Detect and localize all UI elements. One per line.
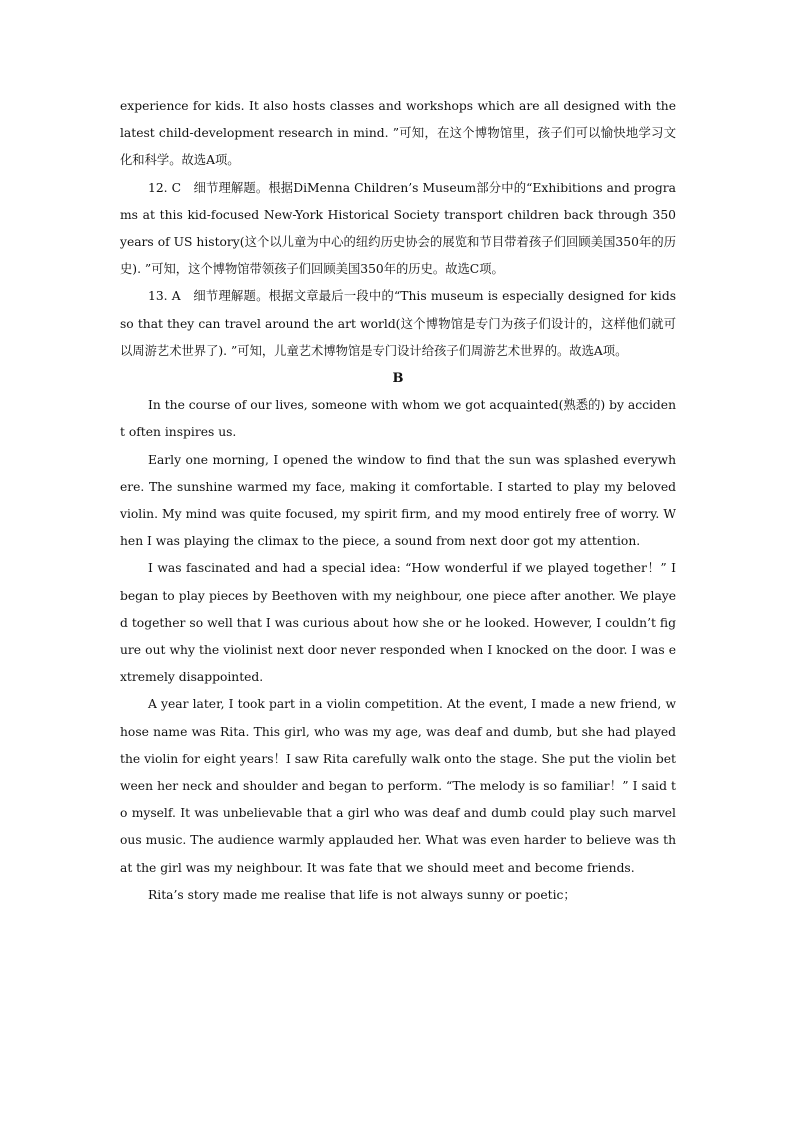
passage-paragraph-1: In the course of our lives, someone with whom we got acquainted(熟悉的) by accident often inspires us. bbox=[120, 398, 676, 440]
document-page bbox=[120, 93, 676, 909]
passage-paragraph-4: A year later, I took part in a violin competition. At the event, I made a new friend, whose name was Rita. This girl, who was my age, was deaf and dumb, but she had played the violin for eight years！I saw Rita carefully walk onto the stage. She put the violin between her neck and shoulder and began to perform. “The melody is so familiar！” I said to myself. It was unbelievable that a girl who was deaf and dumb could play such marvelous music. The audience warmly applauded her. What was even harder to believe was that the girl was my neighbour. It was fate that we should meet and become friends. bbox=[120, 697, 676, 875]
answer-12: 12. C 细节理解题。根据DiMenna Children’s Museum部分中的“Exhibitions and programs at this kid-focused New-York Historical Society transport children back through 350 years of US history(这个以儿童为中心的纽约历史协会的展览和节目带着孩子们回顾美国350年的历史). ”可知，这个博物馆带领孩子们回顾美国350年的历史。故选C项。 bbox=[120, 180, 676, 277]
answer-13: 13. A 细节理解题。根据文章最后一段中的“This museum is especially designed for kids so that they can travel around the art world(这个博物馆是专门为孩子们设计的，这样他们就可以周游艺术世界了). ”可知，儿童艺术博物馆是专门设计给孩子们周游艺术世界的。故选A项。 bbox=[120, 289, 676, 358]
passage-paragraph-2: Early one morning, I opened the window to find that the sun was splashed everywhere. The sunshine warmed my face, making it comfortable. I started to play my beloved violin. My mind was quite focused, my spirit firm, and my mood entirely free of worry. When I was playing the climax to the piece, a sound from next door got my attention. bbox=[120, 452, 676, 549]
section-heading-b: B bbox=[392, 371, 404, 387]
passage-paragraph-3: I was fascinated and had a special idea: “How wonderful if we played together！” I began to play pieces by Beethoven with my neighbour, one piece after another. We played together so well that I was curious about how she or he looked. However, I couldn’t figure out why the violinist next door never responded when I knocked on the door. I was extremely disappointed. bbox=[120, 561, 676, 685]
passage-paragraph-5: Rita’s story made me realise that life is not always sunny or poetic； bbox=[148, 887, 576, 902]
answer-11-continued: experience for kids. It also hosts classes and workshops which are all designed with the latest child-development research in mind. ”可知，在这个博物馆里，孩子们可以愉快地学习文化和科学。故选A项。 bbox=[120, 99, 676, 168]
